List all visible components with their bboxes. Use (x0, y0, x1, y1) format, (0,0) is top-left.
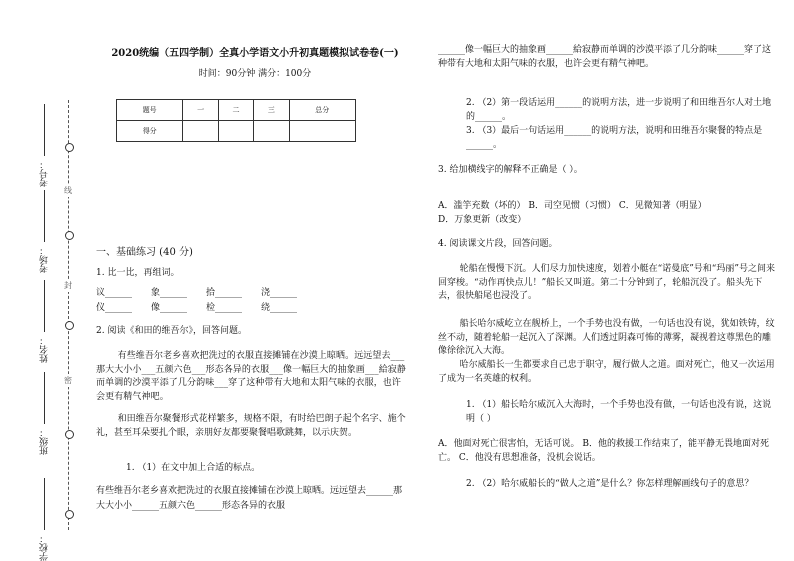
score-input-cell[interactable] (289, 121, 355, 142)
class-field[interactable]: 班级： (38, 372, 51, 455)
table-cell: 三 (254, 100, 289, 121)
score-table (116, 99, 356, 142)
fill-item[interactable]: 仪______ (96, 303, 133, 313)
question-2: 2. 阅读《和田的维吾尔》，回答问题。 (96, 326, 247, 336)
score-input-cell[interactable] (218, 121, 253, 142)
fill-item[interactable]: 像______ (151, 303, 188, 313)
fill-row (96, 301, 316, 316)
sub-question-2: 2. （2）哈尔威船长的“做人之道”是什么？你怎样理解画线句子的意思？ (466, 479, 754, 489)
passage-paragraph: 有些维吾尔老乡喜欢把洗过的衣服直接摊铺在沙漠上晾晒。远远望去___那大大小小___五颜六色___形态各异的衣服___像一幅巨大的抽象画___給寂静而单调的沙漠平添了几分韵味___穿了这种带有大地和太阳气味的衣服，也许会更有精气神吧。 (96, 351, 407, 402)
fill-item[interactable]: 议______ (96, 288, 133, 298)
score-input-cell[interactable] (183, 121, 218, 142)
table-cell: 总分 (289, 100, 355, 121)
name-field[interactable]: 姓名： (38, 280, 51, 363)
sub-question-1-options: A．他面对死亡很害怕，无话可说。 B．他的救援工作结束了，能平静无畏地面对死亡。 C．他没有思想准备，没机会说话。 (438, 439, 769, 463)
passage-paragraph: 和田维吾尔聚餐形式花样繁多，规格不限，有时给巴朗子起个名字、施个礼，甚至耳朵要扎个眼，亲朋好友都要聚餐唱歌跳舞，以示庆贺。 (96, 414, 406, 438)
answer-passage-continued[interactable]: ______像一幅巨大的抽象画______給寂静而单调的沙漠平添了几分韵味______穿了这种带有大地和太阳气味的衣服，也许会更有精气神吧。 (438, 45, 772, 69)
binding-mark-seal: 封 (64, 281, 72, 290)
school-field[interactable]: 学校： (38, 478, 51, 561)
exam-info: 时间：90分钟 满分：100分 (198, 69, 312, 79)
question-3-options: D．万象更新（改变） (438, 215, 527, 225)
question-4: 4. 阅读课文片段，回答问题。 (438, 239, 558, 249)
answer-passage[interactable]: 有些维吾尔老乡喜欢把洗过的衣服直接摊铺在沙漠上晾晒。远远望去______那大大小小______五颜六色______形态各异的衣服 (96, 486, 403, 511)
binding-hole (65, 430, 74, 439)
score-table-header-row (117, 100, 356, 121)
passage-paragraph: 哈尔威船长一生都要求自己忠于职守，履行做人之道。面对死亡，他又一次运用了成为一名英雄的权利。 (438, 360, 775, 384)
table-cell: 二 (218, 100, 253, 121)
word-fill-grid[interactable] (96, 286, 316, 316)
score-table-score-row (117, 121, 356, 142)
table-cell: 题号 (117, 100, 183, 121)
question-1: 1. 比一比，再组词。 (96, 268, 180, 278)
section-title: 一、基础练习 (40 分) (96, 247, 193, 258)
fill-item[interactable]: 象______ (151, 288, 188, 298)
table-cell: 一 (183, 100, 218, 121)
sub-question-1: 1. （1）船长哈尔威沉入大海时，一个手势也没有做，一句话也没有说，这说明（ ） (466, 400, 772, 424)
question-3: 3. 给加横线字的解释不正确是（ ）。 (438, 165, 583, 175)
binding-mark-line: 线 (64, 186, 72, 195)
page-title: 2020统编（五四学制）全真小学语文小升初真题模拟试卷卷(一) (111, 48, 399, 59)
binding-hole (65, 231, 74, 240)
passage-paragraph: 轮船在慢慢下沉。人们尽力加快速度，划着小艇在“诺曼底”号和“玛丽”号之间来回穿梭。“动作再快点儿！”船长又叫道。第二十分钟到了，轮船沉没了。船头先下去，很快船尾也浸没了。 (438, 264, 776, 301)
table-cell: 得分 (117, 121, 183, 142)
sub-question-2: 2. （2）第一段话运用______的说明方法，进一步说明了和田维吾尔人对土地的______。 (466, 98, 772, 122)
question-3-options: A．滥竽充数（坏的） B．司空见惯（习惯） C．见微知著（明显） (438, 201, 707, 211)
binding-hole (65, 321, 74, 330)
fill-item[interactable]: 拾______ (206, 288, 243, 298)
sub-question-3: 3. （3）最后一句话运用______的说明方法，说明和田维吾尔聚餐的特点是______。 (466, 126, 763, 150)
fill-item[interactable]: 浇______ (261, 288, 298, 298)
passage-paragraph: 船长哈尔威屹立在舰桥上，一个手势也没有做，一句话也没有说，犹如铁铸，纹丝不动，随着轮船一起沉入了深渊。人们透过阴森可怖的薄雾，凝视着这尊黑色的雕像徐徐沉入大海。 (438, 319, 775, 356)
binding-margin (0, 0, 92, 560)
fill-item[interactable]: 绕______ (261, 303, 298, 313)
sub-question-1: 1. （1）在文中加上合适的标点。 (126, 463, 261, 473)
fill-item[interactable]: 检______ (206, 303, 243, 313)
binding-mark-secret: 密 (64, 376, 72, 385)
binding-dashed-line (68, 100, 69, 530)
score-input-cell[interactable] (254, 121, 289, 142)
binding-hole (65, 510, 74, 519)
binding-hole (65, 143, 74, 152)
exam-number-field[interactable]: 考号： (38, 104, 51, 187)
fill-row (96, 286, 316, 301)
exam-room-field[interactable]: 考场： (38, 190, 51, 273)
